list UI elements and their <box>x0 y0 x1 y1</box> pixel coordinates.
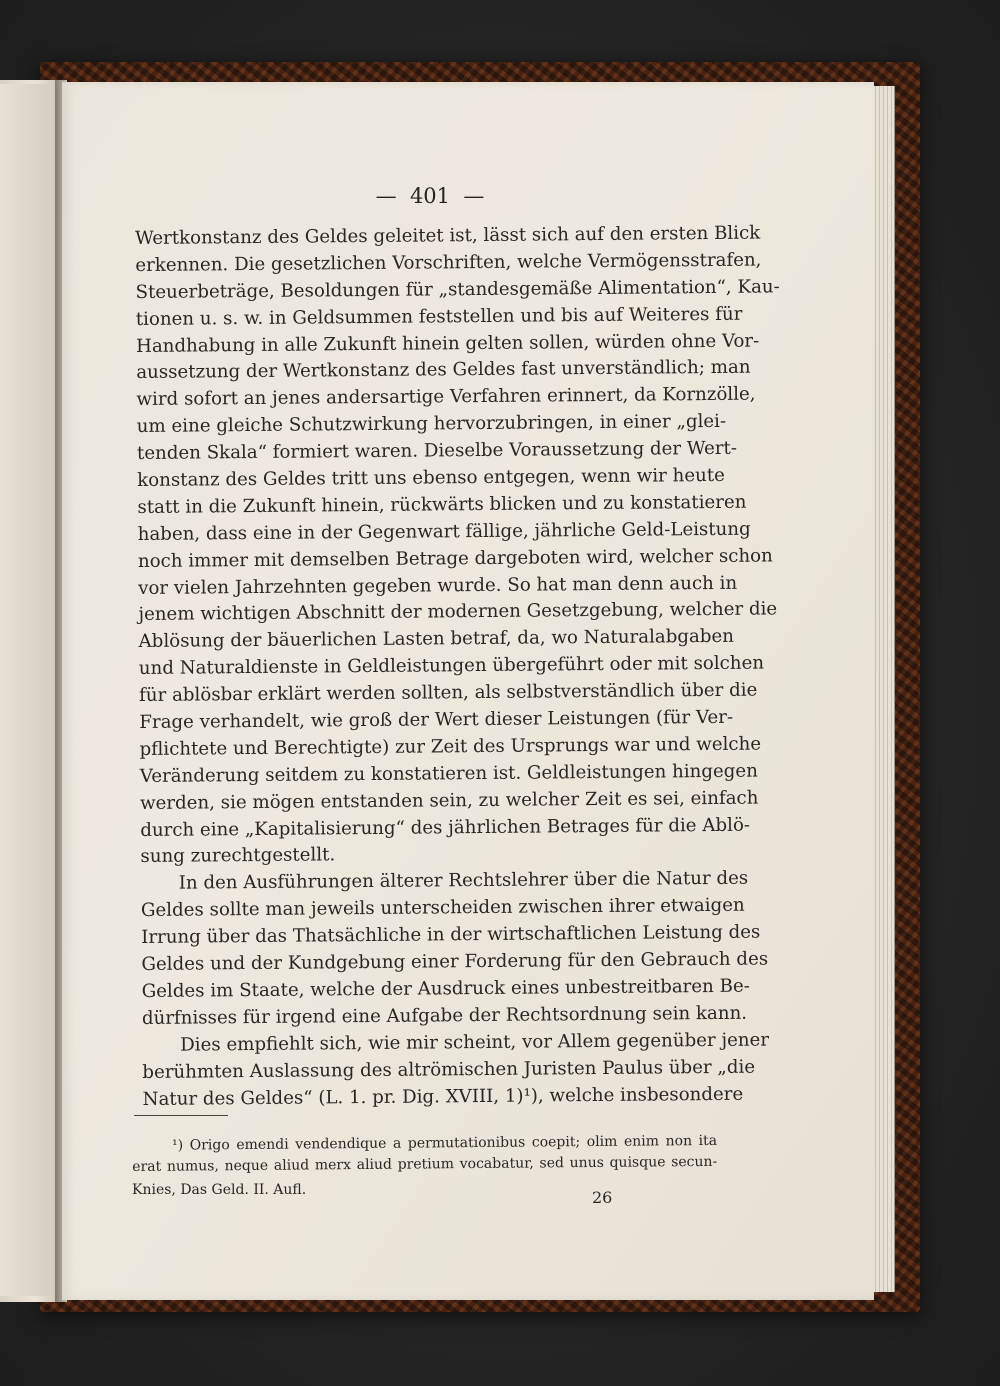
text-line: Geldes im Staate, welche der Ausdruck eines unbestreitbaren Be- <box>141 975 750 1002</box>
footnotes <box>132 1131 717 1178</box>
footnote-divider <box>134 1115 228 1116</box>
text-line: sung zurechtgestellt. <box>140 844 336 868</box>
sheet-number: 26 <box>592 1188 613 1207</box>
text-line: In den Ausführungen älterer Rechtslehrer über die Natur des <box>178 868 749 895</box>
text-line: statt in die Zukunft hinein, rückwärts blicken und zu konstatieren <box>137 491 747 518</box>
text-line: pflichtete und Berechtigte) zur Zeit des Ursprungs war und welche <box>139 733 762 760</box>
printer-signature: Knies, Das Geld. II. Aufl. <box>132 1182 307 1198</box>
text-line: Irrung über das Thatsächliche in der wirtschaftlichen Leistung des <box>141 921 761 949</box>
text-line: vor vielen Jahrzehnten gegeben wurde. So hat man denn auch in <box>138 572 738 599</box>
footnote-line: erat numus, neque aliud merx aliud pretium vocabatur, sed unus quisque secun- <box>132 1153 718 1175</box>
text-line: tenden Skala“ formiert waren. Dieselbe Voraussetzung der Wert- <box>136 437 738 465</box>
text-line: Natur des Geldes“ (L. 1. pr. Dig. XVIII, 1)¹), welche insbesondere <box>142 1083 744 1110</box>
footnote-line: ¹) Origo emendi vendendique a permutationibus coepit; olim enim non ita <box>172 1132 718 1154</box>
text-line: für ablösbar erklärt werden sollten, als selbstverständlich über die <box>139 679 758 707</box>
text-line: Dies empfiehlt sich, wie mir scheint, vor Allem gegenüber jener <box>180 1029 770 1056</box>
text-line: Geldes und der Kundgebung einer Forderung für den Gebrauch des <box>141 948 769 976</box>
text-line: dürfnisses für irgend eine Aufgabe der Rechtsordnung sein kann. <box>141 1002 748 1029</box>
text-line: erkennen. Die gesetzlichen Vorschriften, welche Vermögensstrafen, <box>135 249 762 276</box>
text-line: Geldes sollte man jeweils unterscheiden zwischen ihrer etwaigen <box>140 894 745 922</box>
text-line: tionen u. s. w. in Geldsummen feststellen und bis auf Weiteres für <box>135 303 743 330</box>
text-line: Ablösung der bäuerlichen Lasten betraf, da, wo Naturalabgaben <box>138 626 735 653</box>
text-line: um eine gleiche Schutzwirkung hervorzubringen, in einer „glei- <box>136 411 727 438</box>
text-line: Wertkonstanz des Geldes geleitet ist, lässt sich auf den ersten Blick <box>135 222 761 249</box>
text-line: Veränderung seitdem zu konstatieren ist. Geldleistungen hingegen <box>139 760 758 787</box>
text-line: werden, sie mögen entstanden sein, zu welcher Zeit es sei, einfach <box>139 787 759 814</box>
page-number: — 401 — <box>375 184 485 208</box>
text-line: noch immer mit demselben Betrage dargeboten wird, welcher schon <box>137 545 773 572</box>
text-line: Handhabung in alle Zukunft hinein gelten sollen, würden ohne Vor- <box>135 330 760 357</box>
text-line: und Naturaldienste in Geldleistungen übergeführt oder mit solchen <box>138 652 765 680</box>
body-text <box>135 221 780 1113</box>
left-page-surface <box>0 84 50 1296</box>
text-line: Frage verhandelt, wie groß der Wert dieser Leistungen (für Ver- <box>139 706 734 734</box>
text-line: berühmten Auslassung des altrömischen Juristen Paulus über „die <box>142 1056 756 1083</box>
text-line: wird sofort an jenes andersartige Verfahren erinnert, da Kornzölle, <box>136 383 756 411</box>
text-line: durch eine „Kapitalisierung“ des jährlichen Betrages für die Ablö- <box>140 814 751 841</box>
text-line: aussetzung der Wertkonstanz des Geldes fast unverständlich; man <box>136 357 751 384</box>
text-line: haben, dass eine in der Gegenwart fällige, jährliche Geld-Leistung <box>137 518 751 545</box>
text-line: konstanz des Geldes tritt uns ebenso entgegen, wenn wir heute <box>137 464 725 492</box>
text-line: Steuerbeträge, Besoldungen für „standesgemäße Alimentation“, Kau- <box>135 276 780 303</box>
text-line: jenem wichtigen Abschnitt der modernen Gesetzgebung, welcher die <box>138 598 778 626</box>
